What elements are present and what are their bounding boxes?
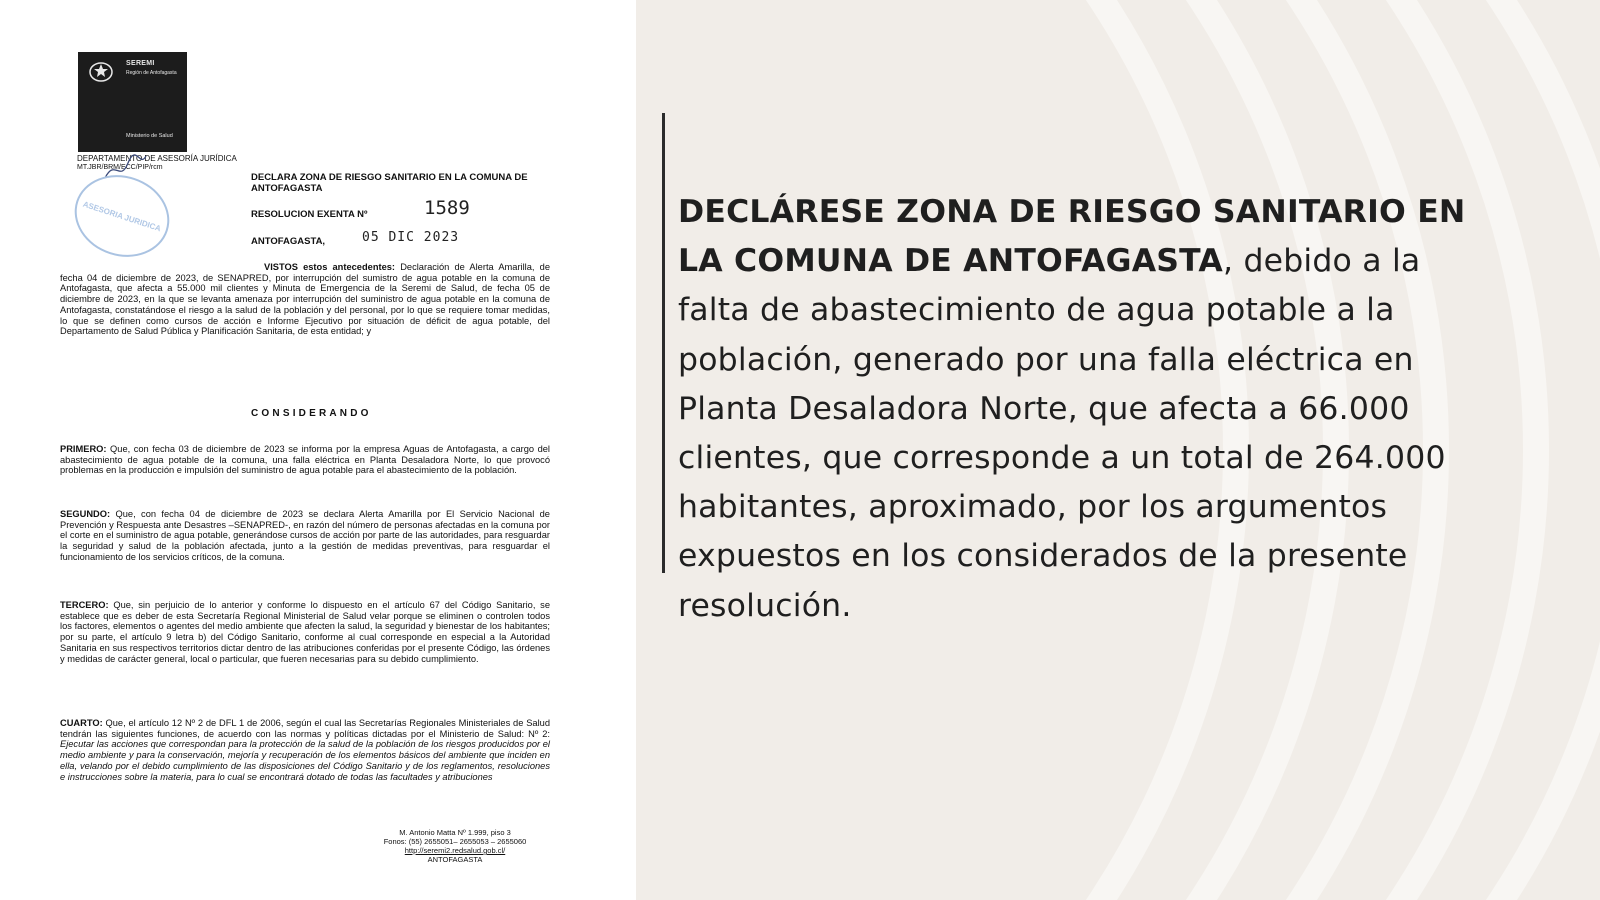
quote-text xyxy=(678,188,1478,631)
cuarto-body: Que, el artículo 12 Nº 2 de DFL 1 de 2006, según el cual las Secretarías Regionales Ministeriales de Salud tendrán las siguientes funciones, de acuerdo con las normas y políticas dictadas por el Ministerio de Salud: Nº 2: xyxy=(60,718,550,739)
quote-accent-bar xyxy=(662,113,665,573)
quote-rest: , debido a la falta de abastecimiento de agua potable a la población, generado por una falla eléctrica en Planta Desaladora Norte, que afecta a 66.000 clientes, que corresponde a un total de 264.000 habitantes, aproximado, por los argumentos expuestos en los considerados de la presente resolución. xyxy=(678,243,1446,624)
primero-body: Que, con fecha 03 de diciembre de 2023 se informa por la empresa Aguas de Antofagasta, a cargo del abastecimiento de agua potable de la comuna, una falla eléctrica en Planta Desaladora Norte, lo que provocó problemas en la producción e impulsión del suministro de agua potable para el abastecimiento de la población. xyxy=(60,444,550,476)
segundo-lead: SEGUNDO: xyxy=(60,509,111,519)
quote-strong: DECLÁRESE ZONA DE RIESGO SANITARIO EN LA COMUNA DE ANTOFAGASTA xyxy=(678,194,1466,280)
cuarto-italic: Ejecutar las acciones que correspondan para la protección de la salud de la población de los riesgos producidos por el medio ambiente y para la conservación, mejoría y recuperación de los elementos básicos del ambiente que inciden en ella, velando por el debido cumplimiento de las disposiciones del Código Sanitario y de los reglamentos, resoluciones e instrucciones sobre la materia, para lo cual se encontrará dotado de todas las facultades y atribuciones xyxy=(60,739,550,782)
seremi-logo xyxy=(78,52,187,152)
logo-seremi: SEREMI xyxy=(126,60,155,67)
resolution-document xyxy=(0,0,636,900)
primero-paragraph xyxy=(60,444,550,476)
vistos-paragraph xyxy=(60,262,550,337)
document-footer xyxy=(340,828,570,864)
footer-url[interactable]: http://seremi2.redsalud.gob.cl/ xyxy=(404,846,506,855)
resolution-label: RESOLUCION EXENTA Nº xyxy=(251,209,368,220)
vistos-body: Declaración de Alerta Amarilla, de fecha 04 de diciembre de 2023, de SENAPRED, por interrupción del sumistro de agua potable en la comuna de Antofagasta, que afecta a 55.000 mil clientes y Minuta de Emergencia de la Seremi de Salud, de fecha 05 de diciembre de 2023, en la que se levanta amenaza por interrupción del suministro de agua potable en la comuna de Antofagasta, constatándose el riesgo a la salud de la población y del personal, por lo que se requiere tomar medidas, lo que se definen como cursos de acción e Informe Ejecutivo por situación de déficit de agua potable, del Departamento de Salud Pública y Planificación Sanitaria, de esta entidad; y xyxy=(60,262,550,337)
resolution-number: 1589 xyxy=(424,197,470,219)
department-name: DEPARTAMENTO DE ASESORÍA JURÍDICA xyxy=(77,154,237,163)
tercero-paragraph xyxy=(60,600,550,664)
vistos-lead: VISTOS estos antecedentes: xyxy=(264,262,396,272)
logo-ministerio: Ministerio de Salud xyxy=(126,133,173,139)
coat-of-arms-icon xyxy=(86,58,116,84)
footer-city: ANTOFAGASTA xyxy=(427,855,483,864)
primero-lead: PRIMERO: xyxy=(60,444,107,454)
segundo-body: Que, con fecha 04 de diciembre de 2023 se declara Alerta Amarilla por El Servicio Nacional de Prevención y Respuesta ante Desastres –SENAPRED-, en razón del número de personas afectadas en la comuna por el corte en el suministro de agua potable, generándose cursos de acción por parte de las autoridades, para resguardar la seguridad y salud de la población afectada, junto a la gestión de medidas preventivas, para resguardar el funcionamiento de los servicios críticos, de la comuna. xyxy=(60,509,550,562)
tercero-lead: TERCERO: xyxy=(60,600,109,610)
document-heading: DECLARA ZONA DE RIESGO SANITARIO EN LA COMUNA DE ANTOFAGASTA xyxy=(251,172,528,194)
considerando-heading: CONSIDERANDO xyxy=(251,408,372,419)
document-reference: MT.JBR/BRM/ECC/PIP/rcm xyxy=(77,164,163,171)
legal-stamp xyxy=(64,163,180,269)
logo-region: Región de Antofagasta xyxy=(126,70,177,76)
cuarto-lead: CUARTO: xyxy=(60,718,103,728)
cuarto-paragraph xyxy=(60,718,550,782)
resolution-date: 05 DIC 2023 xyxy=(362,230,460,245)
footer-phones: Fonos: (55) 2655051– 2655053 – 2655060 xyxy=(383,837,527,846)
city-label: ANTOFAGASTA, xyxy=(251,236,326,247)
tercero-body: Que, sin perjuicio de lo anterior y conforme lo dispuesto en el artículo 67 del Código Sanitario, se establece que es deber de esta Secretaría Regional Ministerial de Salud velar porque se eliminen o controlen todos los factores, elementos o agentes del medio ambiente que afecten la salud, la seguridad y bienestar de los habitantes; por su parte, el artículo 9 letra b) del Código Sanitario, conforme al cual corresponde en especial a la Autoridad Sanitaria en sus respectivos territorios dictar dentro de las atribuciones conferidas por el presente Código, las órdenes y medidas de carácter general, local o particular, que fueren necesarias para su debido cumplimiento. xyxy=(60,600,550,664)
stamp-text: ASESORIA JURIDICA xyxy=(81,199,163,233)
segundo-paragraph xyxy=(60,509,550,563)
footer-address: M. Antonio Matta Nº 1.999, piso 3 xyxy=(399,828,511,837)
